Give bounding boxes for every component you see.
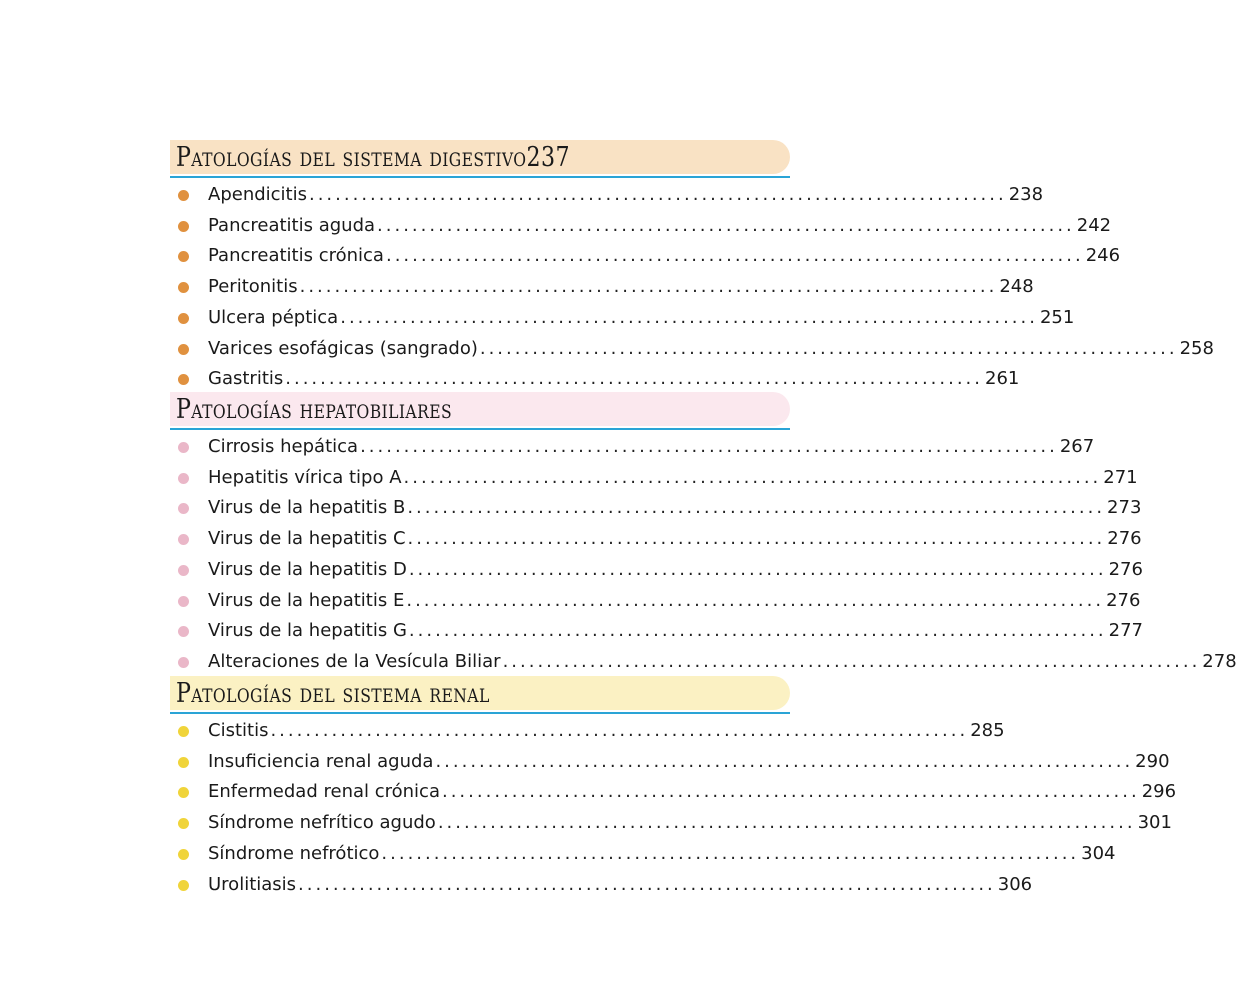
toc-entry-page: 276 [1108,558,1143,580]
toc-entry-label: Virus de la hepatitis B [208,497,406,519]
toc-entry[interactable] [178,274,1034,300]
bullet-dot-icon [178,596,189,607]
bullet-dot-icon [178,818,189,829]
bullet-dot-icon [178,473,189,484]
toc-entry[interactable] [178,182,1044,208]
toc-entry[interactable] [178,588,1141,614]
toc-entry-page: 251 [1039,306,1075,328]
toc-entry[interactable] [178,336,1214,362]
dot-leader: ................................................................................ [502,650,1201,672]
toc-entry[interactable] [178,872,1033,898]
toc-entry-line [208,526,1142,552]
toc-entry[interactable] [178,495,1142,521]
toc-entry[interactable] [178,749,1170,775]
toc-entry-line [208,434,1095,460]
dot-leader: ................................................................................ [381,842,1080,864]
toc-entry[interactable] [178,243,1121,269]
toc-entry-page: 242 [1076,214,1112,236]
dot-leader: ................................................................................ [408,620,1107,642]
toc-entry[interactable] [178,618,1143,644]
bullet-dot-icon [178,849,189,860]
toc-entry-line [208,305,1075,331]
toc-entry-page: 273 [1107,497,1142,519]
bullet-dot-icon [178,787,189,798]
dot-leader: ................................................................................ [407,528,1106,550]
toc-entry-label: Síndrome nefrítico agudo [208,812,436,834]
section-header [170,676,790,716]
bullet-dot-icon [178,657,189,668]
bullet-dot-icon [178,190,189,201]
section-header [170,140,790,180]
dot-leader: ................................................................................ [479,337,1178,359]
toc-entry-label: Peritonitis [208,276,298,298]
toc-entry-page: 290 [1135,750,1170,772]
toc-entry-page: 306 [997,873,1033,895]
bullet-dot-icon [178,880,189,891]
dot-leader: ................................................................................ [285,368,983,390]
dot-leader: ................................................................................ [299,276,998,298]
toc-entry-label: Hepatitis vírica tipo A [208,466,402,488]
toc-entry-page: 304 [1081,842,1116,864]
bullet-dot-icon [178,726,189,737]
toc-entry-page: 238 [1008,184,1044,205]
toc-entry-line [208,649,1237,675]
toc-entry-line [208,274,1034,300]
toc-entry-line [208,465,1138,491]
toc-entry-page: 277 [1108,620,1143,642]
toc-entry[interactable] [178,465,1138,491]
section-title: Patologías hepatobiliares [176,394,453,425]
toc-entry[interactable] [178,557,1143,583]
toc-entry[interactable] [178,366,1020,392]
toc-entry-line [208,718,1005,744]
toc-entry-label: Pancreatitis aguda [208,214,376,236]
bullet-dot-icon [178,344,189,355]
toc-entry-line [208,588,1141,614]
toc-entry[interactable] [178,810,1172,836]
toc-entry-line [208,779,1177,805]
toc-entry-line [208,182,1044,208]
toc-entry-label: Ulcera péptica [208,306,339,328]
dot-leader: ................................................................................ [385,245,1084,267]
toc-entry-page: 285 [970,720,1005,741]
toc-entry-page: 258 [1179,337,1214,359]
toc-entry-label: Enfermedad renal crónica [208,781,440,803]
bullet-dot-icon [178,221,189,232]
toc-entry-line [208,213,1112,239]
toc-entry-page: 296 [1141,781,1177,803]
dot-leader: ................................................................................ [360,436,1058,457]
toc-entry-page: 276 [1107,528,1142,550]
toc-entry-label: Insuficiencia renal aguda [208,750,434,772]
toc-entry-line [208,366,1020,392]
toc-entry-label: Varices esofágicas (sangrado) [208,337,478,359]
toc-entry[interactable] [178,649,1237,675]
section-header [170,392,790,432]
dot-leader: ................................................................................ [408,558,1107,580]
toc-entry-line [208,618,1143,644]
toc-entry-line [208,749,1170,775]
bullet-dot-icon [178,442,189,453]
dot-leader: ................................................................................ [298,873,996,895]
toc-entry-page: 267 [1059,436,1095,457]
dot-leader: ................................................................................ [377,214,1075,236]
toc-entry-label: Gastritis [208,368,284,390]
toc-entry-line [208,810,1172,836]
toc-entry[interactable] [178,213,1112,239]
bullet-dot-icon [178,313,189,324]
toc-entry-label: Virus de la hepatitis E [208,589,405,611]
bullet-dot-icon [178,626,189,637]
toc-entry-page: 276 [1106,589,1141,611]
bullet-dot-icon [178,565,189,576]
toc-entry[interactable] [178,434,1095,460]
toc-entry[interactable] [178,841,1116,867]
section-rule [170,712,790,714]
bullet-dot-icon [178,374,189,385]
toc-entry-label: Pancreatitis crónica [208,245,384,267]
section-title: Patologías del sistema renal [176,678,490,709]
bullet-dot-icon [178,534,189,545]
toc-entry-page: 261 [985,368,1020,390]
toc-entry-label: Cistitis [208,720,269,741]
toc-entry-label: Síndrome nefrótico [208,842,380,864]
toc-entry-page: 246 [1085,245,1121,267]
dot-leader: ................................................................................ [435,750,1134,772]
dot-leader: ................................................................................ [437,812,1136,834]
toc-entry-label: Virus de la hepatitis G [208,620,407,642]
toc-entry-line [208,872,1033,898]
toc-entry-line [208,557,1143,583]
toc-entry[interactable] [178,305,1075,331]
toc-entry-line [208,495,1142,521]
toc-entry-label: Alteraciones de la Vesícula Biliar [208,650,501,672]
bullet-dot-icon [178,282,189,293]
dot-leader: ................................................................................ [441,781,1140,803]
toc-entry-label: Apendicitis [208,184,307,205]
dot-leader: ................................................................................ [407,497,1106,519]
toc-entry[interactable] [178,718,1005,744]
section-rule [170,176,790,178]
toc-entry-line [208,336,1214,362]
toc-entry-label: Urolitiasis [208,873,297,895]
toc-entry-page: 278 [1202,650,1237,672]
bullet-dot-icon [178,757,189,768]
toc-entry-label: Virus de la hepatitis C [208,528,406,550]
section-rule [170,428,790,430]
toc-entry-page: 301 [1137,812,1172,834]
toc-entry[interactable] [178,779,1177,805]
dot-leader: ................................................................................ [403,466,1102,488]
toc-entry-page: 248 [999,276,1034,298]
toc-entry[interactable] [178,526,1142,552]
bullet-dot-icon [178,251,189,262]
dot-leader: ................................................................................ [270,720,969,741]
dot-leader: ................................................................................ [340,306,1038,328]
toc-entry-line [208,841,1116,867]
section-title: Patologías del sistema digestivo237 [176,142,570,173]
toc-entry-page: 271 [1103,466,1138,488]
dot-leader: ................................................................................ [406,589,1105,611]
dot-leader: ................................................................................ [308,184,1007,205]
toc-entry-label: Virus de la hepatitis D [208,558,407,580]
toc-entry-line [208,243,1121,269]
toc-entry-label: Cirrosis hepática [208,436,359,457]
bullet-dot-icon [178,503,189,514]
